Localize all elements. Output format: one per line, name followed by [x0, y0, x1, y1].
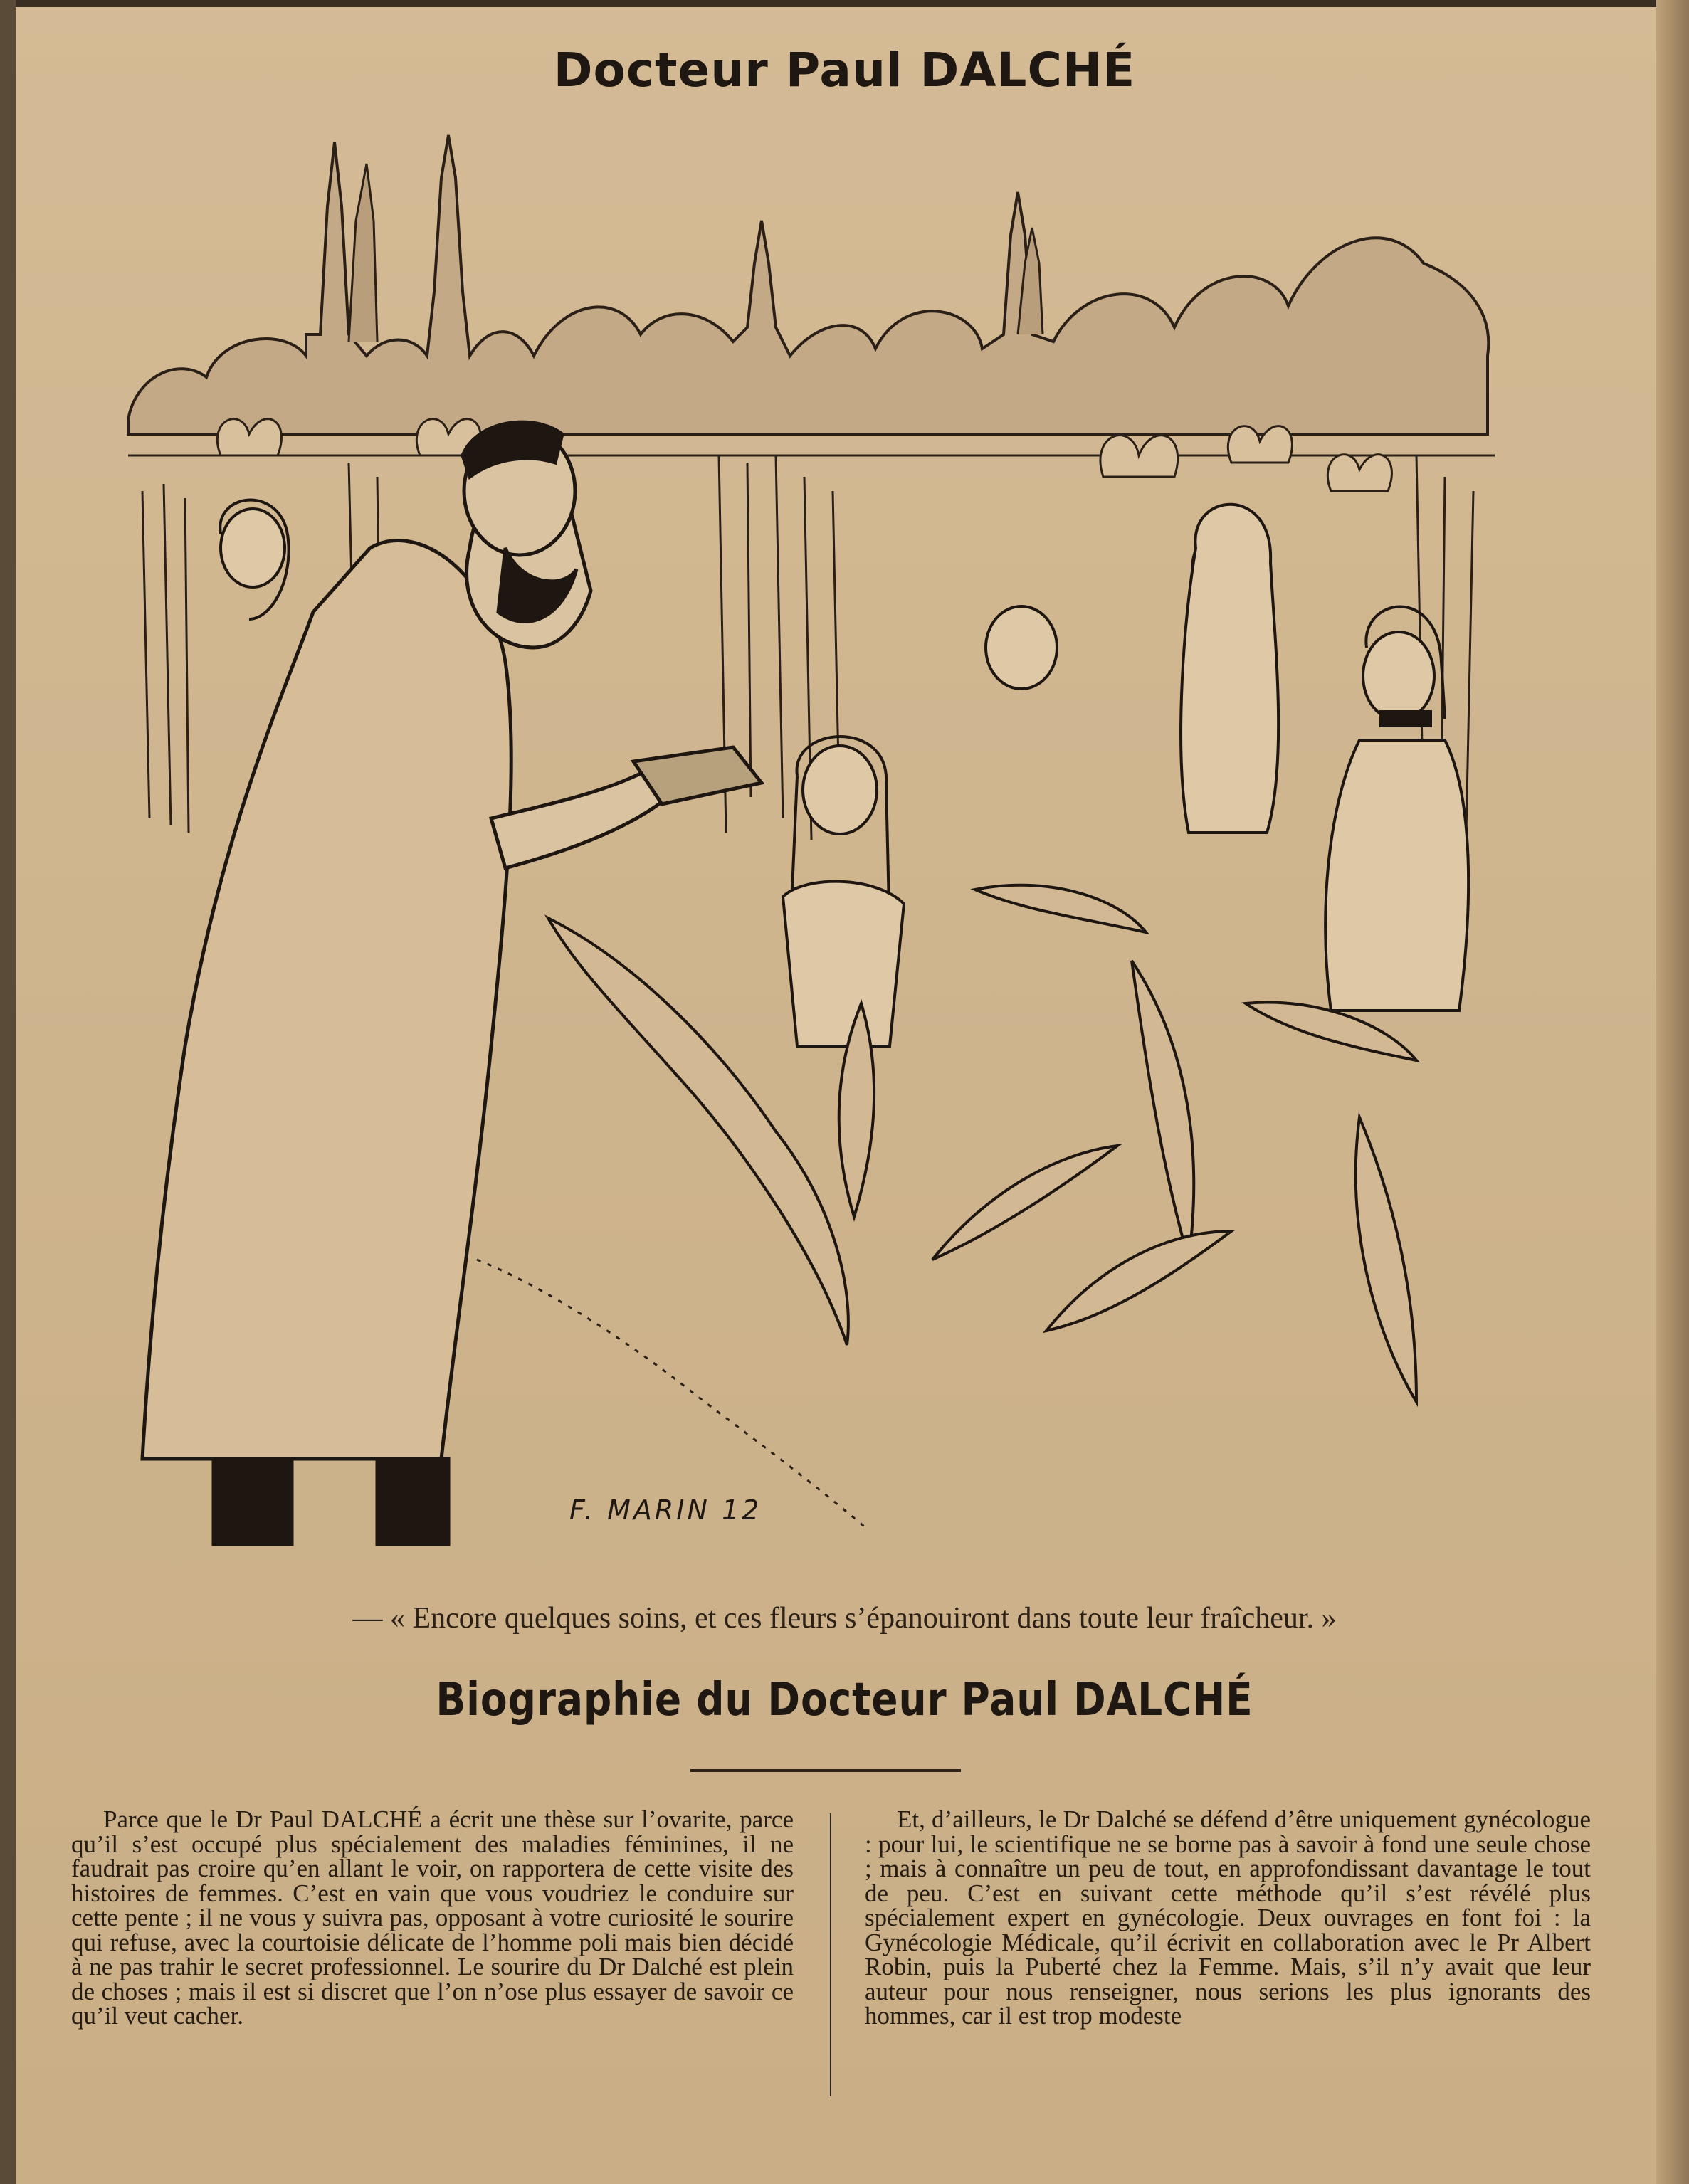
tree-skyline — [128, 135, 1488, 434]
ground-path — [477, 1260, 868, 1530]
article-column-right — [865, 1805, 1591, 2030]
illustration-caption: — « Encore quelques soins, et ces fleurs s’épanouiront dans toute leur fraîcheur. » — [352, 1602, 1337, 1635]
artist-signature: F. MARIN 12 — [569, 1494, 762, 1526]
article-heading: Biographie du Docteur Paul DALCHÉ — [436, 1674, 1253, 1726]
caricature-illustration — [121, 121, 1537, 1566]
doctor-figure — [142, 422, 762, 1544]
spire-left — [349, 164, 377, 342]
column-divider — [830, 1813, 831, 2096]
page-binding-edge — [0, 0, 16, 2184]
page-top-edge — [0, 0, 1689, 7]
right-column-text: Et, d’ailleurs, le Dr Dalché se défend d’être uniquement gynécologue : pour lui, le scientifique ne se borne pas à savoir à fond une seule chose ; mais à connaître un peu de tout, en approfondissant davantage le tout de peu. C’est en suivant cette méthode qu’il s’est révélé plus spécialement expert en gynécologie. Deux ouvrages en font foi : la Gynécologie Médicale, qu’il écrivit en collaboration avec le Pr Albert Robin, puis la Puberté chez la Femme. Mais, s’il n’y avait que leur auteur pour nous renseigner, nous serions les plus ignorants des hommes, car il est trop modeste — [865, 1805, 1591, 2030]
heading-divider — [690, 1769, 961, 1772]
left-column-text: Parce que le Dr Paul DALCHÉ a écrit une thèse sur l’ovarite, parce qu’il s’est occupé plus spécialement des maladies féminines, il ne faudrait pas croire qu’en allant le voir, on rapportera de cette visite des histoires de femmes. C’est en vain que vous voudriez le conduire sur cette pente ; il ne vous y suivra pas, opposant à votre curiosité le sourire qui refuse, avec la courtoisie délicate de l’homme poli mais bien décidé à ne pas trahir le secret professionnel. Le sourire du Dr Dalché est plein de choses ; mais il est si discret que l’on n’ose plus essayer de savoir ce qu’il veut cacher. — [71, 1805, 794, 2030]
foreground-leaves — [548, 885, 1416, 1402]
page-title: Docteur Paul DALCHÉ — [553, 43, 1136, 97]
article-column-left — [71, 1805, 794, 2030]
page-right-edge — [1656, 0, 1689, 2184]
